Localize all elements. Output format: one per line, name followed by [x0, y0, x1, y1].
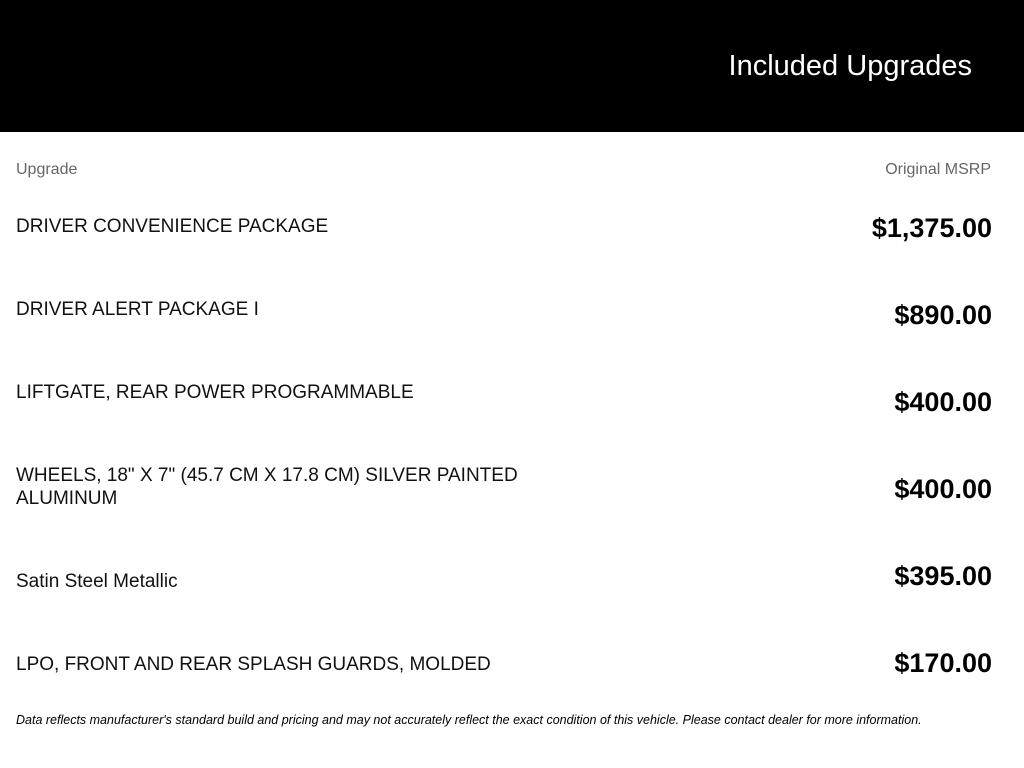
upgrade-name: DRIVER ALERT PACKAGE I [16, 299, 259, 320]
disclaimer-text: Data reflects manufacturer's standard build and pricing and may not accurately reflect the exact condition of this vehicle. Please contact dealer for more information. [16, 713, 922, 727]
column-header-upgrade: Upgrade [16, 161, 78, 178]
upgrade-price: $400.00 [894, 387, 992, 417]
page-title: Included Upgrades [728, 50, 972, 82]
upgrade-name: LIFTGATE, REAR POWER PROGRAMMABLE [16, 382, 414, 403]
upgrade-name: Satin Steel Metallic [16, 571, 178, 592]
upgrade-price: $890.00 [894, 300, 992, 330]
upgrade-price: $395.00 [894, 561, 992, 591]
column-header-original-msrp: Original MSRP [885, 161, 991, 178]
upgrade-price: $400.00 [894, 474, 992, 504]
upgrade-name: DRIVER CONVENIENCE PACKAGE [16, 216, 329, 237]
upgrade-price: $1,375.00 [871, 213, 992, 243]
upgrade-name: WHEELS, 18" X 7" (45.7 CM X 17.8 CM) SILVER PAINTED ALUMINUM [16, 465, 518, 509]
upgrade-price: $170.00 [894, 648, 992, 678]
header-bar [0, 0, 1024, 132]
upgrade-name: LPO, FRONT AND REAR SPLASH GUARDS, MOLDED [16, 654, 491, 675]
